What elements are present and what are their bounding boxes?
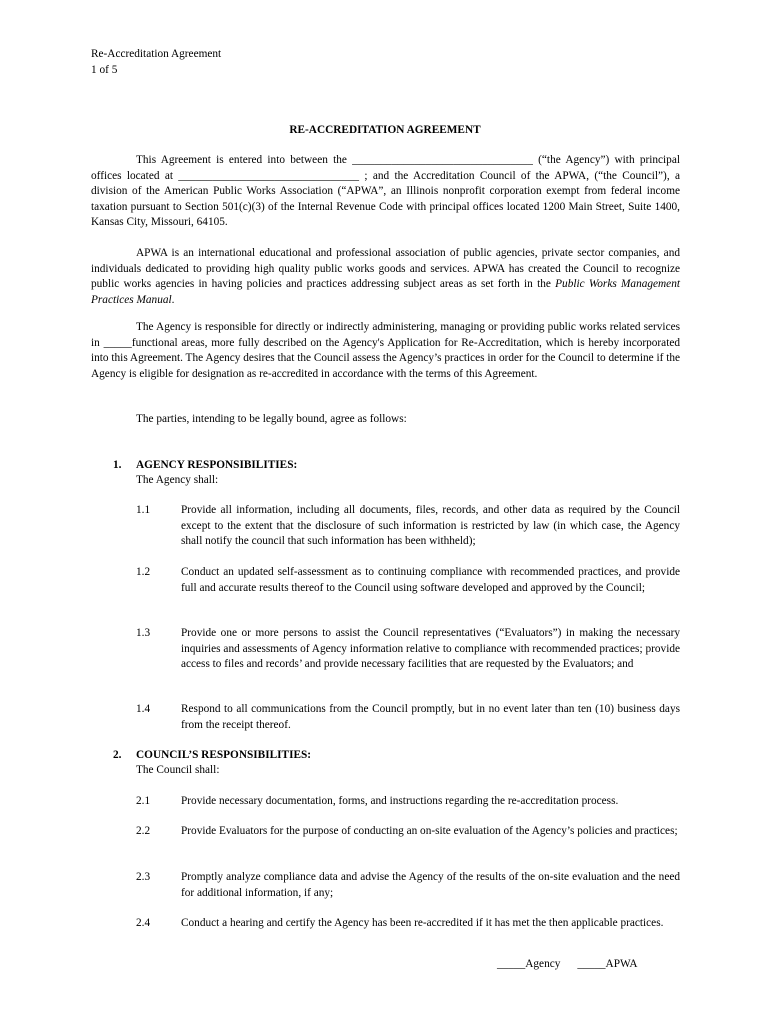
item-text: Promptly analyze compliance data and advise the Agency of the results of the on-site evaluation and the need for additional information, if any; xyxy=(181,871,680,899)
manual-title: Public Works Management Practices Manual xyxy=(91,278,680,306)
apwa-paragraph-text: APWA is an international educational and professional association of public agencies, private sector companies, and individuals dedicated to providing high quality public works goods and services. APWA has created the Council to recognize public works agencies in having policies and practices addressing subject areas as set forth in the xyxy=(91,247,680,291)
item-number: 1.1 xyxy=(136,504,151,516)
parties-paragraph xyxy=(91,412,680,428)
initials-line: _____Agency _____APWA xyxy=(497,958,638,970)
item-text: Conduct a hearing and certify the Agency has been re-accredited if it has met the then applicable practices. xyxy=(181,917,664,929)
parties-paragraph-text: The parties, intending to be legally bound, agree as follows: xyxy=(136,413,407,425)
intro-paragraph-text: This Agreement is entered into between the ________________________________ (“the Agency”) with principal offices located at ________________________________ ; and the Accreditation Council of the APWA, (“the Council”), a division of the American Public Works Association (“APWA”, an Illinois nonprofit corporation exempt from federal income taxation pursuant to Section 501(c)(3) of the Internal Revenue Code with principal offices located 1200 Main Street, Suite 1400, Kansas City, Missouri, 64105. xyxy=(91,154,680,229)
section-number: 2. xyxy=(113,749,122,761)
intro-paragraph xyxy=(91,153,680,231)
item-text: Conduct an updated self-assessment as to continuing compliance with recommended practices, and provide full and accurate results thereof to the Council using software developed and approved by the Council; xyxy=(181,566,680,594)
apwa-paragraph xyxy=(91,246,680,308)
header-title: Re-Accreditation Agreement xyxy=(91,48,222,60)
item-text: Provide Evaluators for the purpose of conducting an on-site evaluation of the Agency’s policies and practices; xyxy=(181,825,678,837)
apwa-paragraph-end: . xyxy=(171,293,175,306)
item-text: Respond to all communications from the Council promptly, but in no event later than ten (10) business days from the receipt thereof. xyxy=(181,703,680,731)
section-number: 1. xyxy=(113,459,122,471)
item-number: 2.2 xyxy=(136,825,151,837)
document-title: RE-ACCREDITATION AGREEMENT xyxy=(289,124,481,136)
item-number: 2.1 xyxy=(136,795,151,807)
section-lead: The Agency shall: xyxy=(136,474,219,486)
item-number: 2.3 xyxy=(136,871,151,883)
agency-paragraph-text: The Agency is responsible for directly or indirectly administering, managing or providing public works related services in _____functional areas, more fully described on the Agency's Application for Re-Accreditation, which is hereby incorporated into this Agreement. The Agency desires that the Council assess the Agency’s practices in order for the Council to determine if the Agency is eligible for designation as re-accredited in accordance with the terms of this Agreement. xyxy=(91,321,680,380)
item-text: Provide one or more persons to assist the Council representatives (“Evaluators”) in making the necessary inquiries and assessments of Agency information relative to compliance with recommended practices; provide access to files and records’ and provide necessary facilities that are requested by the Evaluators; and xyxy=(181,627,680,671)
item-number: 1.4 xyxy=(136,703,151,715)
item-text: Provide all information, including all documents, files, records, and other data as required by the Council except to the extent that the disclosure of such information is restricted by law (in which case, the Agency shall notify the council that such information has been withheld); xyxy=(181,504,680,548)
item-number: 1.3 xyxy=(136,627,151,639)
header-page-number: 1 of 5 xyxy=(91,63,118,76)
running-header xyxy=(91,47,221,78)
section-heading: COUNCIL’S RESPONSIBILITIES: xyxy=(136,749,312,761)
agency-paragraph xyxy=(91,320,680,382)
item-text: Provide necessary documentation, forms, and instructions regarding the re-accreditation process. xyxy=(181,795,619,807)
section-lead: The Council shall: xyxy=(136,764,220,776)
item-number: 2.4 xyxy=(136,917,151,929)
item-number: 1.2 xyxy=(136,566,151,578)
section-heading: AGENCY RESPONSIBILITIES: xyxy=(136,459,298,471)
